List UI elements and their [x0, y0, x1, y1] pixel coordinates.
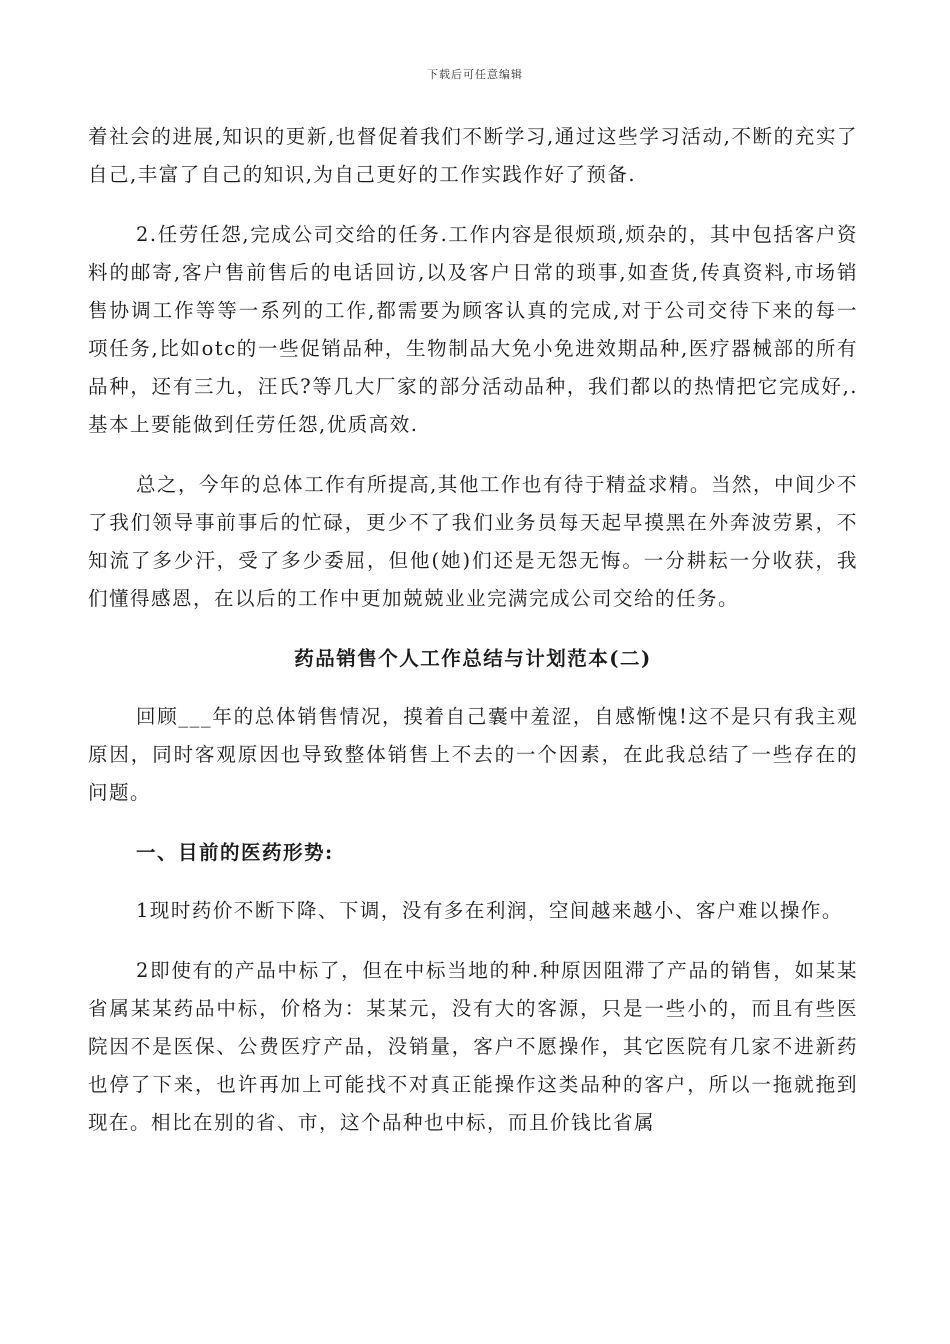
paragraph-continuation: 着社会的进展,知识的更新,也督促着我们不断学习,通过这些学习活动,不断的充实了自己,丰富了自己的知识,为自己更好的工作实践作好了预备. — [88, 125, 858, 186]
paragraph-task-completion: 2.任劳任怨,完成公司交给的任务.工作内容是很烦琐,烦杂的，其中包括客户资料的邮寄,客户售前售后的电话回访,以及客户日常的琐事,如查货,传真资料,市场销售协调工作等等一系列的工作,都需要为顾客认真的完成,对于公司交待下来的每一项任务,比如otc的一些促销品种，生物制品大免小免进效期品种,医疗器械部的所有品种，还有三九，汪氏?等几大厂家的部分活动品种，我们都以的热情把它完成好,.基本上要能做到任劳任怨,优质高效. — [88, 223, 858, 436]
paragraph-point-1: 1现时药价不断下降、下调，没有多在利润，空间越来越小、客户难以操作。 — [136, 899, 843, 922]
subsection-title: 一、目前的医药形势: — [136, 841, 334, 864]
section-title: 药品销售个人工作总结与计划范本(二) — [294, 647, 652, 670]
page-header: 下载后可任意编辑 — [427, 68, 523, 81]
document-body — [88, 118, 858, 1164]
paragraph-summary: 总之，今年的总体工作有所提高,其他工作也有待于精益求精。当然，中间少不了我们领导事前事后的忙碌，更少不了我们业务员每天起早摸黑在外奔波劳累，不知流了多少汗，受了多少委屈，但他(她)们还是无怨无悔。一分耕耘一分收获，我们懂得感恩，在以后的工作中更加兢兢业业完满完成公司交给的任务。 — [88, 473, 858, 610]
paragraph-point-2: 2即使有的产品中标了，但在中标当地的种.种原因阻滞了产品的销售，如某某省属某某药品中标，价格为：某某元，没有大的客源，只是一些小的，而且有些医院因不是医保、公费医疗产品，没销量，客户不愿操作，其它医院有几家不进新药也停了下来，也许再加上可能找不对真正能操作这类品种的客户，所以一拖就拖到现在。相比在别的省、市，这个品种也中标，而且价钱比省属 — [88, 959, 858, 1134]
paragraph-review: 回顾___年的总体销售情况，摸着自己囊中羞涩，自感惭愧!这不是只有我主观原因，同时客观原因也导致整体销售上不去的一个因素，在此我总结了一些存在的问题。 — [88, 705, 858, 804]
